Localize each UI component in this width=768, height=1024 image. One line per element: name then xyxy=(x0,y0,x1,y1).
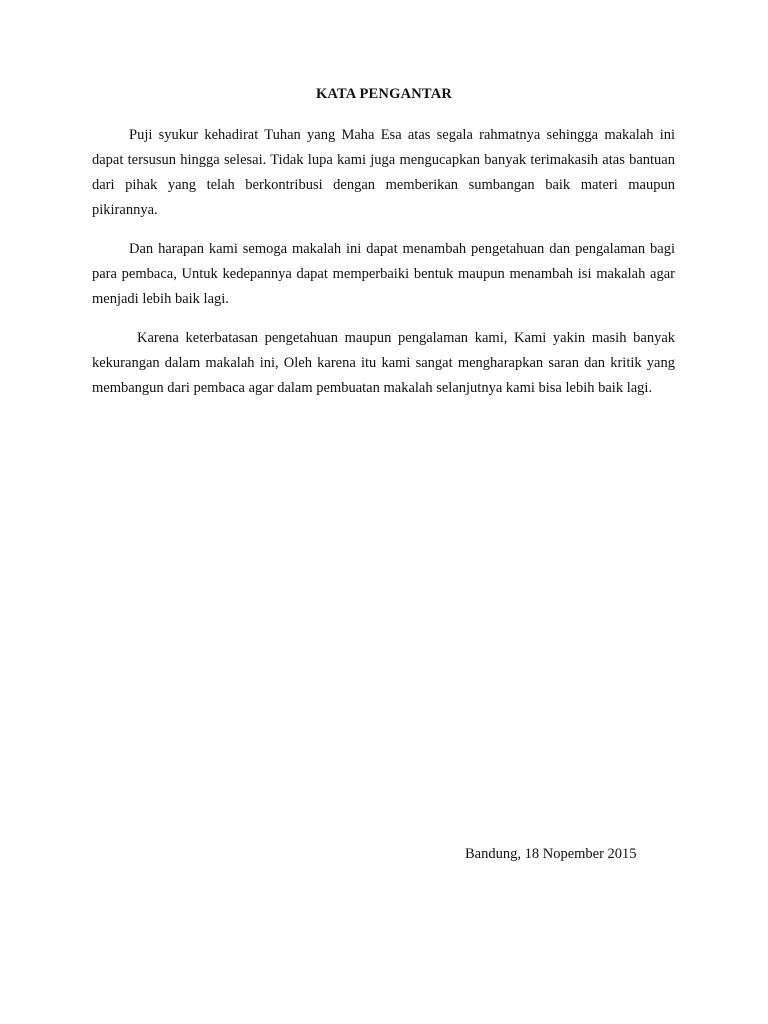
place-and-date: Bandung, 18 Nopember 2015 xyxy=(465,846,637,862)
paragraph-2: Dan harapan kami semoga makalah ini dapat menambah pengetahuan dan pengalaman bagi para pembaca, Untuk kedepannya dapat memperbaiki bentuk maupun menambah isi makalah agar menjadi lebih baik lagi. xyxy=(92,241,675,307)
paragraph-3: Karena keterbatasan pengetahuan maupun pengalaman kami, Kami yakin masih banyak kekurangan dalam makalah ini, Oleh karena itu kami sangat mengharapkan saran dan kritik yang membangun dari pembaca agar dalam pembuatan makalah selanjutnya kami bisa lebih baik lagi. xyxy=(92,330,675,396)
document-body xyxy=(92,123,675,415)
document-title: KATA PENGANTAR xyxy=(315,86,453,102)
paragraph-1: Puji syukur kehadirat Tuhan yang Maha Esa atas segala rahmatnya sehingga makalah ini dapat tersusun hingga selesai. Tidak lupa kami juga mengucapkan banyak terimakasih atas bantuan dari pihak yang telah berkontribusi dengan memberikan sumbangan baik materi maupun pikirannya. xyxy=(92,127,675,218)
